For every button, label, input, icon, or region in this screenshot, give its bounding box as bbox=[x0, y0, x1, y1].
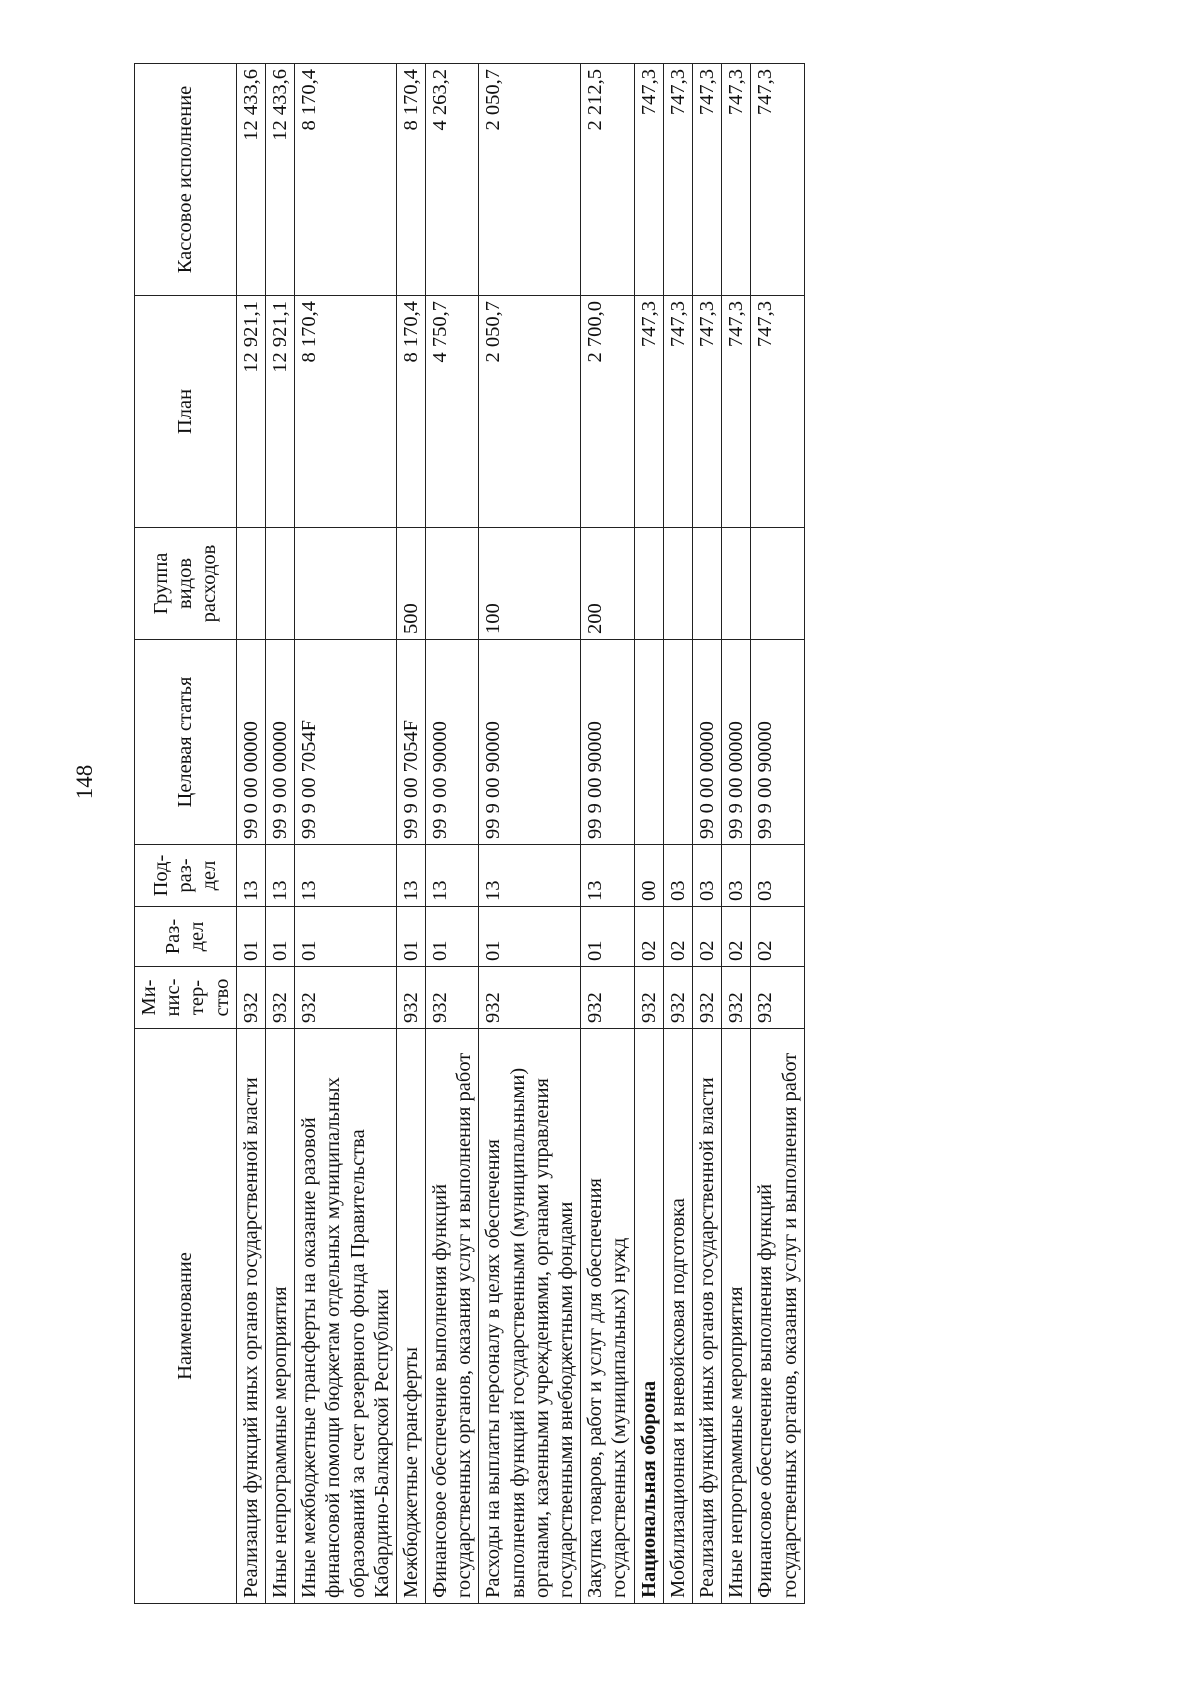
cell-name: Реализация функций иных органов государственной власти bbox=[236, 1029, 265, 1604]
cell-ministry: 932 bbox=[581, 967, 634, 1029]
table-row bbox=[722, 64, 751, 1604]
cell-group bbox=[663, 528, 692, 640]
cell-execution: 12 433,6 bbox=[265, 64, 294, 296]
cell-name: Мобилизационная и вневойсковая подготовка bbox=[663, 1029, 692, 1604]
cell-plan: 12 921,1 bbox=[236, 296, 265, 528]
cell-subsection: 13 bbox=[396, 845, 425, 907]
cell-plan: 2 050,7 bbox=[479, 296, 581, 528]
cell-target bbox=[663, 640, 692, 845]
cell-execution: 747,3 bbox=[663, 64, 692, 296]
cell-group bbox=[295, 528, 397, 640]
budget-table bbox=[134, 63, 805, 1604]
cell-plan: 2 700,0 bbox=[581, 296, 634, 528]
cell-execution: 2 050,7 bbox=[479, 64, 581, 296]
table-row bbox=[634, 64, 663, 1604]
cell-target: 99 0 00 00000 bbox=[692, 640, 721, 845]
cell-target: 99 0 00 00000 bbox=[236, 640, 265, 845]
cell-subsection: 03 bbox=[722, 845, 751, 907]
table-row bbox=[265, 64, 294, 1604]
table-row bbox=[663, 64, 692, 1604]
cell-subsection: 03 bbox=[692, 845, 721, 907]
cell-plan: 747,3 bbox=[663, 296, 692, 528]
cell-section: 01 bbox=[581, 907, 634, 967]
table-row bbox=[426, 64, 479, 1604]
header-name: Наименование bbox=[135, 1029, 237, 1604]
table-row bbox=[295, 64, 397, 1604]
cell-name: Межбюджетные трансферты bbox=[396, 1029, 425, 1604]
cell-section: 01 bbox=[236, 907, 265, 967]
cell-plan: 747,3 bbox=[751, 296, 804, 528]
table-row bbox=[479, 64, 581, 1604]
cell-subsection: 13 bbox=[265, 845, 294, 907]
header-target: Целевая статья bbox=[135, 640, 237, 845]
cell-execution: 747,3 bbox=[692, 64, 721, 296]
cell-subsection: 13 bbox=[581, 845, 634, 907]
cell-ministry: 932 bbox=[426, 967, 479, 1029]
cell-group bbox=[692, 528, 721, 640]
cell-execution: 747,3 bbox=[722, 64, 751, 296]
cell-plan: 4 750,7 bbox=[426, 296, 479, 528]
cell-target: 99 9 00 90000 bbox=[479, 640, 581, 845]
cell-target: 99 9 00 00000 bbox=[722, 640, 751, 845]
cell-target bbox=[634, 640, 663, 845]
cell-name: Национальная оборона bbox=[634, 1029, 663, 1604]
header-row bbox=[135, 64, 237, 1604]
cell-ministry: 932 bbox=[722, 967, 751, 1029]
cell-execution: 2 212,5 bbox=[581, 64, 634, 296]
cell-target: 99 9 00 90000 bbox=[751, 640, 804, 845]
cell-name: Иные непрограммные мероприятия bbox=[722, 1029, 751, 1604]
table-row bbox=[581, 64, 634, 1604]
table-body bbox=[236, 64, 804, 1604]
cell-section: 02 bbox=[692, 907, 721, 967]
cell-section: 01 bbox=[479, 907, 581, 967]
cell-group bbox=[426, 528, 479, 640]
cell-target: 99 9 00 90000 bbox=[426, 640, 479, 845]
cell-group bbox=[265, 528, 294, 640]
cell-ministry: 932 bbox=[396, 967, 425, 1029]
cell-section: 02 bbox=[634, 907, 663, 967]
cell-ministry: 932 bbox=[236, 967, 265, 1029]
header-group: Группа видов расходов bbox=[135, 528, 237, 640]
cell-target: 99 9 00 7054F bbox=[295, 640, 397, 845]
cell-group bbox=[722, 528, 751, 640]
cell-section: 02 bbox=[722, 907, 751, 967]
cell-subsection: 13 bbox=[295, 845, 397, 907]
cell-group bbox=[236, 528, 265, 640]
cell-ministry: 932 bbox=[479, 967, 581, 1029]
cell-plan: 747,3 bbox=[634, 296, 663, 528]
header-section: Раз-дел bbox=[135, 907, 237, 967]
table-row bbox=[751, 64, 804, 1604]
cell-group: 200 bbox=[581, 528, 634, 640]
cell-name: Закупка товаров, работ и услуг для обеспечения государственных (муниципальных) нужд bbox=[581, 1029, 634, 1604]
header-plan: План bbox=[135, 296, 237, 528]
cell-section: 01 bbox=[295, 907, 397, 967]
cell-plan: 8 170,4 bbox=[396, 296, 425, 528]
cell-group bbox=[751, 528, 804, 640]
cell-section: 01 bbox=[265, 907, 294, 967]
cell-execution: 747,3 bbox=[634, 64, 663, 296]
page-number: 148 bbox=[72, 764, 97, 800]
cell-execution: 4 263,2 bbox=[426, 64, 479, 296]
table-row bbox=[396, 64, 425, 1604]
header-ministry: Ми-нис-тер-ство bbox=[135, 967, 237, 1029]
header-execution: Кассовое исполнение bbox=[135, 64, 237, 296]
cell-name: Финансовое обеспечение выполнения функций государственных органов, оказания услуг и выполнения работ bbox=[751, 1029, 804, 1604]
header-subsection: Под-раз-дел bbox=[135, 845, 237, 907]
budget-table-container bbox=[134, 64, 1054, 1604]
cell-execution: 12 433,6 bbox=[236, 64, 265, 296]
cell-execution: 8 170,4 bbox=[295, 64, 397, 296]
cell-ministry: 932 bbox=[692, 967, 721, 1029]
cell-plan: 8 170,4 bbox=[295, 296, 397, 528]
cell-section: 02 bbox=[751, 907, 804, 967]
cell-group bbox=[634, 528, 663, 640]
cell-execution: 747,3 bbox=[751, 64, 804, 296]
cell-target: 99 9 00 90000 bbox=[581, 640, 634, 845]
cell-group: 500 bbox=[396, 528, 425, 640]
cell-ministry: 932 bbox=[265, 967, 294, 1029]
cell-subsection: 00 bbox=[634, 845, 663, 907]
cell-ministry: 932 bbox=[663, 967, 692, 1029]
cell-subsection: 13 bbox=[236, 845, 265, 907]
cell-name: Иные межбюджетные трансферты на оказание разовой финансовой помощи бюджетам отдельных муниципальных образований за счет резервного фонда Правительства Кабардино-Балкарской Республики bbox=[295, 1029, 397, 1604]
cell-subsection: 03 bbox=[751, 845, 804, 907]
cell-plan: 747,3 bbox=[692, 296, 721, 528]
cell-section: 01 bbox=[396, 907, 425, 967]
cell-plan: 12 921,1 bbox=[265, 296, 294, 528]
cell-plan: 747,3 bbox=[722, 296, 751, 528]
cell-ministry: 932 bbox=[295, 967, 397, 1029]
cell-name: Иные непрограммные мероприятия bbox=[265, 1029, 294, 1604]
cell-target: 99 9 00 7054F bbox=[396, 640, 425, 845]
cell-section: 02 bbox=[663, 907, 692, 967]
table-row bbox=[236, 64, 265, 1604]
cell-section: 01 bbox=[426, 907, 479, 967]
cell-subsection: 03 bbox=[663, 845, 692, 907]
cell-subsection: 13 bbox=[426, 845, 479, 907]
cell-subsection: 13 bbox=[479, 845, 581, 907]
cell-name: Расходы на выплаты персоналу в целях обеспечения выполнения функций государственными (муниципальными) органами, казенными учреждениями, органами управления государственными внебюджетными фондами bbox=[479, 1029, 581, 1604]
cell-group: 100 bbox=[479, 528, 581, 640]
cell-name: Финансовое обеспечение выполнения функций государственных органов, оказания услуг и выполнения работ bbox=[426, 1029, 479, 1604]
cell-name: Реализация функций иных органов государственной власти bbox=[692, 1029, 721, 1604]
table-row bbox=[692, 64, 721, 1604]
cell-ministry: 932 bbox=[634, 967, 663, 1029]
cell-execution: 8 170,4 bbox=[396, 64, 425, 296]
cell-ministry: 932 bbox=[751, 967, 804, 1029]
cell-target: 99 9 00 00000 bbox=[265, 640, 294, 845]
